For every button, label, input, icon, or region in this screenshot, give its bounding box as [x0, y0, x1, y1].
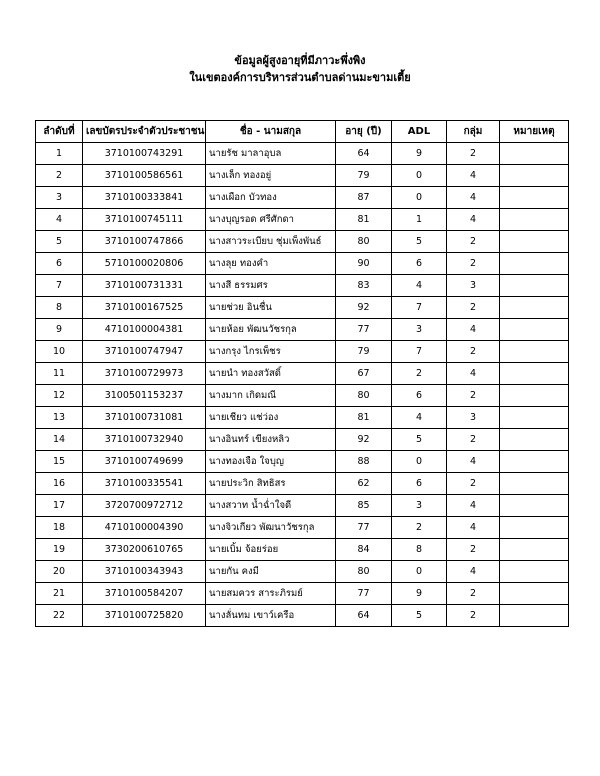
cell-adl: 2: [392, 363, 447, 385]
table-header-row: [36, 121, 569, 143]
cell-no: 4: [36, 209, 83, 231]
cell-name: นายสมควร สาระภิรมย์: [206, 583, 336, 605]
cell-note: [500, 539, 569, 561]
table-row: [36, 539, 569, 561]
cell-note: [500, 363, 569, 385]
cell-no: 20: [36, 561, 83, 583]
cell-group: 4: [447, 209, 500, 231]
cell-name: นายรัช มาลาอุบล: [206, 143, 336, 165]
cell-group: 2: [447, 297, 500, 319]
cell-no: 9: [36, 319, 83, 341]
cell-group: 4: [447, 495, 500, 517]
table-row: [36, 495, 569, 517]
table-row: [36, 385, 569, 407]
cell-adl: 5: [392, 231, 447, 253]
cell-no: 19: [36, 539, 83, 561]
cell-age: 62: [336, 473, 392, 495]
cell-no: 14: [36, 429, 83, 451]
header-group: กลุ่ม: [447, 121, 500, 143]
cell-id: 3730200610765: [83, 539, 206, 561]
document-subtitle: ในเขตองค์การบริหารส่วนตำบลด่านมะขามเตี้ย: [189, 71, 411, 84]
cell-adl: 0: [392, 451, 447, 473]
cell-no: 11: [36, 363, 83, 385]
cell-adl: 5: [392, 605, 447, 627]
cell-no: 2: [36, 165, 83, 187]
document-title: ข้อมูลผู้สูงอายุที่มีภาวะพึ่งพิง: [234, 54, 366, 67]
table-row: [36, 143, 569, 165]
cell-no: 22: [36, 605, 83, 627]
cell-id: 3710100586561: [83, 165, 206, 187]
cell-name: นางลุย ทองคำ: [206, 253, 336, 275]
cell-note: [500, 385, 569, 407]
cell-id: 3710100743291: [83, 143, 206, 165]
cell-id: 3710100747947: [83, 341, 206, 363]
cell-no: 6: [36, 253, 83, 275]
cell-no: 5: [36, 231, 83, 253]
cell-note: [500, 341, 569, 363]
document-title-block: [0, 52, 600, 86]
cell-id: 3710100729973: [83, 363, 206, 385]
cell-id: 5710100020806: [83, 253, 206, 275]
cell-note: [500, 429, 569, 451]
cell-name: นางอินทร์ เขียงหลิว: [206, 429, 336, 451]
cell-name: นางทองเจือ ใจบุญ: [206, 451, 336, 473]
cell-age: 81: [336, 209, 392, 231]
cell-group: 2: [447, 341, 500, 363]
cell-note: [500, 231, 569, 253]
cell-note: [500, 495, 569, 517]
cell-note: [500, 407, 569, 429]
header-id: เลขบัตรประจำตัวประชาชน: [83, 121, 206, 143]
header-adl: ADL: [392, 121, 447, 143]
cell-id: 3710100335541: [83, 473, 206, 495]
cell-id: 3710100167525: [83, 297, 206, 319]
cell-note: [500, 605, 569, 627]
cell-adl: 6: [392, 473, 447, 495]
cell-adl: 0: [392, 165, 447, 187]
cell-adl: 5: [392, 429, 447, 451]
header-name: ชื่อ - นามสกุล: [206, 121, 336, 143]
cell-age: 80: [336, 385, 392, 407]
header-age: อายุ (ปี): [336, 121, 392, 143]
table-row: [36, 341, 569, 363]
table-row: [36, 473, 569, 495]
cell-id: 3720700972712: [83, 495, 206, 517]
cell-group: 2: [447, 143, 500, 165]
cell-group: 2: [447, 473, 500, 495]
cell-age: 80: [336, 231, 392, 253]
cell-adl: 9: [392, 143, 447, 165]
cell-note: [500, 275, 569, 297]
cell-name: นางมาก เกิดมณี: [206, 385, 336, 407]
cell-group: 4: [447, 187, 500, 209]
cell-age: 79: [336, 341, 392, 363]
cell-id: 3710100749699: [83, 451, 206, 473]
cell-adl: 4: [392, 275, 447, 297]
table-row: [36, 407, 569, 429]
cell-group: 2: [447, 605, 500, 627]
cell-no: 21: [36, 583, 83, 605]
cell-id: 4710100004390: [83, 517, 206, 539]
table-row: [36, 561, 569, 583]
cell-age: 90: [336, 253, 392, 275]
table-row: [36, 297, 569, 319]
cell-adl: 4: [392, 407, 447, 429]
cell-no: 3: [36, 187, 83, 209]
cell-note: [500, 517, 569, 539]
cell-adl: 7: [392, 341, 447, 363]
cell-adl: 3: [392, 495, 447, 517]
cell-adl: 6: [392, 253, 447, 275]
cell-age: 79: [336, 165, 392, 187]
cell-no: 17: [36, 495, 83, 517]
cell-group: 2: [447, 231, 500, 253]
table-row: [36, 451, 569, 473]
cell-age: 83: [336, 275, 392, 297]
table-row: [36, 583, 569, 605]
cell-adl: 2: [392, 517, 447, 539]
cell-age: 87: [336, 187, 392, 209]
table-row: [36, 253, 569, 275]
cell-no: 8: [36, 297, 83, 319]
cell-name: นางสวาท น้ำฉ่ำใจดี: [206, 495, 336, 517]
cell-id: 4710100004381: [83, 319, 206, 341]
cell-note: [500, 561, 569, 583]
cell-name: นางลั่นทม เขาว์เครือ: [206, 605, 336, 627]
cell-name: นางเล็ก ทองอยู่: [206, 165, 336, 187]
cell-name: นายห้อย พัฒนวัชรกุล: [206, 319, 336, 341]
cell-name: นางสาวระเบียบ ชุ่มเพ็งพันธ์: [206, 231, 336, 253]
table-row: [36, 605, 569, 627]
cell-age: 64: [336, 605, 392, 627]
cell-age: 84: [336, 539, 392, 561]
cell-name: นางกรุง ไกรเพ็ชร: [206, 341, 336, 363]
cell-id: 3710100343943: [83, 561, 206, 583]
cell-age: 92: [336, 429, 392, 451]
cell-id: 3710100732940: [83, 429, 206, 451]
table-row: [36, 363, 569, 385]
cell-note: [500, 451, 569, 473]
elderly-table: [35, 120, 569, 627]
cell-id: 3710100584207: [83, 583, 206, 605]
cell-note: [500, 319, 569, 341]
cell-id: 3100501153237: [83, 385, 206, 407]
cell-group: 4: [447, 165, 500, 187]
cell-group: 2: [447, 429, 500, 451]
cell-name: นายนำ ทองสวัสดิ์: [206, 363, 336, 385]
table-row: [36, 165, 569, 187]
cell-note: [500, 253, 569, 275]
cell-age: 85: [336, 495, 392, 517]
cell-no: 15: [36, 451, 83, 473]
cell-no: 13: [36, 407, 83, 429]
table-row: [36, 231, 569, 253]
table-body: [36, 143, 569, 627]
cell-id: 3710100747866: [83, 231, 206, 253]
cell-id: 3710100745111: [83, 209, 206, 231]
cell-age: 81: [336, 407, 392, 429]
cell-adl: 9: [392, 583, 447, 605]
cell-group: 4: [447, 451, 500, 473]
cell-age: 64: [336, 143, 392, 165]
cell-name: นางเผือก บัวทอง: [206, 187, 336, 209]
cell-note: [500, 165, 569, 187]
cell-note: [500, 583, 569, 605]
header-note: หมายเหตุ: [500, 121, 569, 143]
cell-group: 4: [447, 319, 500, 341]
cell-adl: 3: [392, 319, 447, 341]
cell-age: 77: [336, 517, 392, 539]
cell-group: 2: [447, 253, 500, 275]
cell-name: นายเชียว แช่ว่อง: [206, 407, 336, 429]
cell-group: 3: [447, 275, 500, 297]
cell-note: [500, 187, 569, 209]
table-row: [36, 187, 569, 209]
cell-age: 77: [336, 319, 392, 341]
cell-age: 88: [336, 451, 392, 473]
cell-note: [500, 297, 569, 319]
cell-age: 80: [336, 561, 392, 583]
cell-id: 3710100333841: [83, 187, 206, 209]
cell-age: 92: [336, 297, 392, 319]
table-row: [36, 319, 569, 341]
cell-note: [500, 209, 569, 231]
table-row: [36, 517, 569, 539]
cell-no: 16: [36, 473, 83, 495]
table-row: [36, 275, 569, 297]
cell-no: 12: [36, 385, 83, 407]
cell-note: [500, 473, 569, 495]
cell-age: 77: [336, 583, 392, 605]
cell-adl: 1: [392, 209, 447, 231]
cell-name: นายเบิ้ม จ้อยร่อย: [206, 539, 336, 561]
cell-adl: 0: [392, 187, 447, 209]
cell-note: [500, 143, 569, 165]
cell-adl: 0: [392, 561, 447, 583]
table-row: [36, 209, 569, 231]
cell-no: 1: [36, 143, 83, 165]
cell-adl: 8: [392, 539, 447, 561]
cell-name: นางสี ธรรมศร: [206, 275, 336, 297]
cell-no: 18: [36, 517, 83, 539]
cell-group: 2: [447, 385, 500, 407]
cell-id: 3710100731081: [83, 407, 206, 429]
cell-name: นางจิวเกียว พัฒนาวัชรกุล: [206, 517, 336, 539]
cell-group: 4: [447, 363, 500, 385]
cell-group: 2: [447, 539, 500, 561]
cell-adl: 6: [392, 385, 447, 407]
cell-group: 3: [447, 407, 500, 429]
cell-age: 67: [336, 363, 392, 385]
cell-name: นายช่วย อินชื่น: [206, 297, 336, 319]
cell-group: 2: [447, 583, 500, 605]
cell-id: 3710100725820: [83, 605, 206, 627]
table-row: [36, 429, 569, 451]
cell-adl: 7: [392, 297, 447, 319]
cell-no: 10: [36, 341, 83, 363]
cell-group: 4: [447, 517, 500, 539]
header-no: ลำดับที่: [36, 121, 83, 143]
cell-name: นายประวิก สิทธิสร: [206, 473, 336, 495]
cell-name: นายกัน คงมี: [206, 561, 336, 583]
cell-id: 3710100731331: [83, 275, 206, 297]
cell-no: 7: [36, 275, 83, 297]
cell-group: 4: [447, 561, 500, 583]
cell-name: นางบุญรอด ศรีศักดา: [206, 209, 336, 231]
